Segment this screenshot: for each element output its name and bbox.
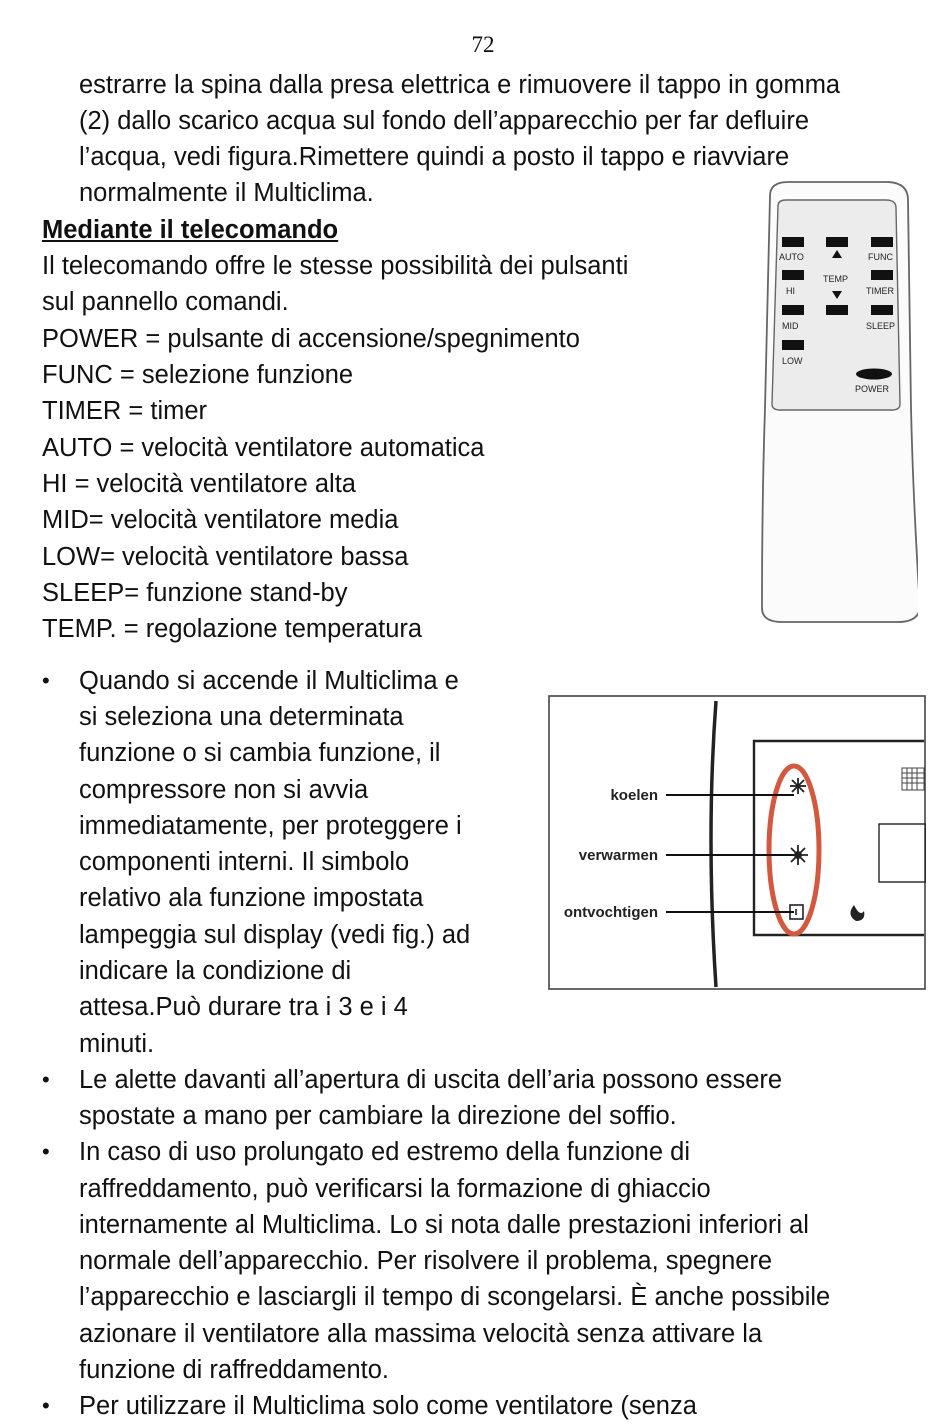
bullet-3-line: raffreddamento, può verificarsi la formazione di ghiaccio (79, 1175, 711, 1203)
func-label: FUNC (868, 252, 893, 262)
bullet-marker: • (42, 1393, 50, 1418)
definition-line: HI = velocità ventilatore alta (42, 470, 356, 498)
sleep-button (871, 305, 893, 315)
definition-line: MID= velocità ventilatore media (42, 506, 399, 534)
definition-line: TIMER = timer (42, 397, 208, 425)
snowflake-icon (790, 778, 806, 794)
low-button (782, 340, 804, 350)
bullet-1-line: relativo ala funzione impostata (79, 884, 424, 912)
bullet-marker: • (42, 668, 50, 693)
definition-line: SLEEP= funzione stand-by (42, 579, 348, 607)
power-button (856, 369, 892, 380)
bullet-marker: • (42, 1139, 50, 1164)
timer-label: TIMER (866, 286, 894, 296)
center-button (826, 305, 848, 315)
koelen-label: koelen (610, 787, 658, 804)
bullet-1-line: Quando si accende il Multiclima e (79, 667, 459, 695)
section-heading: Mediante il telecomando (42, 216, 339, 244)
bullet-1-line: si seleziona una determinata (79, 703, 404, 731)
power-label: POWER (855, 384, 890, 394)
intro-line: l’acqua, vedi figura.Rimettere quindi a posto il tappo e riavviare (79, 143, 790, 171)
mid-label: MID (782, 321, 799, 331)
bullet-1-line: compressore non si avvia (79, 776, 369, 804)
bullet-2-line: Le alette davanti all’apertura di uscita dell’aria possono essere (79, 1066, 783, 1094)
verwarmen-label: verwarmen (578, 847, 658, 864)
definition-line: sul pannello comandi. (42, 288, 289, 316)
bullet-1-line: attesa.Può durare tra i 3 e i 4 (79, 993, 408, 1021)
definition-line: POWER = pulsante di accensione/spegnimento (42, 325, 580, 353)
definition-line: AUTO = velocità ventilatore automatica (42, 434, 485, 462)
timer-button (871, 270, 893, 280)
bullet-3-line: In caso di uso prolungato ed estremo della funzione di (79, 1138, 690, 1166)
sleep-label: SLEEP (866, 321, 896, 331)
auto-label: AUTO (779, 252, 804, 262)
temp-label: TEMP (823, 274, 849, 284)
bullet-3-line: funzione di raffreddamento. (79, 1356, 389, 1384)
bullet-1-line: componenti interni. Il simbolo (79, 848, 410, 876)
definition-line: FUNC = selezione funzione (42, 361, 354, 389)
bullet-1-line: funzione o si cambia funzione, il (79, 739, 441, 767)
intro-line: normalmente il Multiclima. (79, 179, 374, 207)
hi-button (782, 270, 804, 280)
mid-button (782, 305, 804, 315)
definition-line: TEMP. = regolazione temperatura (42, 615, 423, 643)
intro-line: estrarre la spina dalla presa elettrica e rimuovere il tappo in gomma (79, 71, 841, 99)
definition-line: LOW= velocità ventilatore bassa (42, 543, 409, 571)
bullet-4-line: Per utilizzare il Multiclima solo come ventilatore (senza (79, 1392, 697, 1420)
bullet-2-line: spostate a mano per cambiare la direzione del soffio. (79, 1102, 677, 1130)
definition-line: Il telecomando offre le stesse possibilità dei pulsanti (42, 252, 629, 280)
bullet-1-line: indicare la condizione di (79, 957, 352, 985)
display-figure (548, 695, 926, 990)
bullet-1-line: immediatamente, per proteggere i (79, 812, 462, 840)
bullet-1-line: lampeggia sul display (vedi fig.) ad (79, 921, 471, 949)
bullet-3-line: l’apparecchio e lasciargli il tempo di scongelarsi. È anche possibile (79, 1283, 831, 1311)
bullet-3-line: internamente al Multiclima. Lo si nota dalle prestazioni inferiori al (79, 1211, 809, 1239)
bullet-3-line: normale dell’apparecchio. Per risolvere il problema, spegnere (79, 1247, 773, 1275)
remote-control-illustration (758, 178, 918, 624)
page-number: 72 (471, 32, 495, 57)
ontvochtigen-label: ontvochtigen (563, 904, 658, 921)
func-button (871, 237, 893, 247)
hi-label: HI (786, 286, 795, 296)
low-label: LOW (782, 356, 803, 366)
bullet-1-line: minuti. (79, 1030, 155, 1058)
bullet-3-line: azionare il ventilatore alla massima velocità senza attivare la (79, 1320, 763, 1348)
auto-button (782, 237, 804, 247)
bullet-marker: • (42, 1067, 50, 1092)
grid-icon (902, 768, 924, 790)
temp-button (826, 237, 848, 247)
intro-line: (2) dallo scarico acqua sul fondo dell’apparecchio per far defluire (79, 107, 809, 135)
